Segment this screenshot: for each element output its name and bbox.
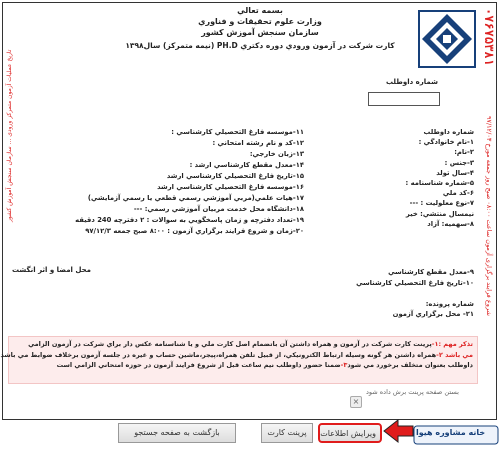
field-row: ۹-معدل مقطع كارشناسي (388, 268, 474, 276)
edit-info-button[interactable]: ويرايش اطلاعات (318, 423, 382, 443)
field-row: ۱۰-تاريخ فارغ التحصيلي كارشناسي (356, 278, 474, 287)
field-row: ۱-نام خانوادگي : (418, 138, 474, 147)
notice-line (13, 339, 473, 350)
right-stripe (482, 4, 496, 414)
cut-line-label: بستن صفحه پرینت برش داده شود (366, 388, 459, 396)
notice-point: ۳- (340, 361, 348, 369)
field-row: ۱۱-موسسه فارغ التحصيلي كارشناسي : (171, 128, 304, 136)
left-stripe-text: تاریخ عملیات آزمون متمرکز ورودی ... سازمان سنجش آموزش کشور (6, 49, 13, 223)
field-row: ۱۷-هيات علمي(مربي آموزشي رسمي قطعي يا رسمي آزمايشي) (87, 194, 304, 202)
notice-line (13, 360, 473, 371)
sanjesh-logo-icon (418, 10, 476, 68)
registration-number-box (368, 92, 440, 106)
field-row: ۲۰-زمان و شروع فرايند برگزاري آزمون : ۸:۰۰ صبح جمعه ۹۷/۱۲/۳ (85, 227, 304, 235)
notice-line (0, 350, 473, 361)
field-row: ۸-سهميه: آزاد (427, 219, 474, 228)
card-serial-number: ۰۷۶۷۵۳۸۱ (482, 8, 496, 66)
notice-point: ۱- (431, 340, 439, 348)
field-row: ۱۳-زبان خارجي: (249, 150, 304, 158)
field-row: ۲۱- محل برگزاري آزمون (392, 310, 474, 318)
notice-text: همراه داشتن هر گونه وسيله ارتباط الكترونيكي، از قبيل تلفن همراه،پيجر،ماشين حساب و غيره در جلسه آزمون برخلاف ضوابط مي باشد (0, 350, 437, 359)
field-row: ۱۴-معدل مقطع كارشناسي ارشد : (189, 161, 304, 169)
important-notice (0, 336, 478, 384)
personal-info-column (304, 127, 474, 229)
education-info-column (75, 127, 304, 237)
hiva-watermark (414, 424, 498, 446)
header-ministry: وزارت علوم تحقيقات و فناوري (198, 17, 322, 26)
field-row: ۱۹-تعداد دفترچه و زمان پاسخگويي به سوالات : ۲ دفترچه 240 دقيقه (75, 216, 304, 224)
notice-title: تذكر مهم : (438, 340, 473, 348)
field-row: شماره داوطلب (423, 128, 474, 136)
registration-number-label: شماره داوطلب (385, 78, 438, 86)
field-row: ۳-جنس : (444, 158, 474, 167)
field-row: ۱۲-كد و نام رشته امتحاني : (212, 139, 304, 147)
field-row: شماره پرونده: (425, 299, 474, 308)
print-card-button[interactable]: پرينت كارت (261, 423, 313, 443)
field-row (254, 288, 474, 299)
signature-area-label: محل امضا و اثر انگشت (12, 266, 91, 274)
notice-text: پرينت كارت شركت در آزمون و همراه داشتن آن باتضمام اصل كارت ملي و يا شناسنامه عكس دار براي شركت در آزمون الزامي (28, 340, 432, 348)
card-header (100, 6, 420, 50)
watermark-text: خانه مشاوره هیوا (416, 428, 486, 437)
field-row: ۲-نام: (454, 148, 474, 157)
exam-start-stripe-text: شروع فرایند برگزاری آزمون ساعت ۰۸:۰۰ صبح روز جمعه مورخ ۹۷/۱۲/۰۳ (485, 116, 493, 316)
left-stripe (4, 6, 16, 266)
field-row: ۱۸-دانشگاه محل خدمت مربيان آموزشي رسمي: --- (133, 205, 304, 213)
notice-point: مي باشد ۲- (436, 350, 473, 359)
header-line-1: بسمه تعالي (237, 6, 283, 15)
header-organization: سازمان سنجش آموزش كشور (201, 28, 319, 37)
notice-text: ضمنا حضور داوطلب نيم ساعت قبل از شروع فرايند آزمون در حوزه امتحاني الزامي است (56, 361, 341, 369)
field-row: ۷-نوع معلوليت : --- (409, 199, 474, 208)
notice-text: داوطلب بعنوان متخلف برخورد مي شود (347, 361, 473, 369)
field-row: ۵-شماره شناسنامه : (405, 178, 474, 187)
back-to-search-button[interactable]: بازگشت به صفحه جستجو (118, 423, 236, 443)
field-row: ۱۵-تاريخ فارغ التحصيلي كارشناسي ارشد (166, 172, 304, 180)
field-row: نيمسال منتشي: خير (405, 209, 474, 218)
field-row: ۶-كد ملي (442, 189, 474, 198)
field-row: ۱۶-موسسه فارغ التحصيلي كارشناسي ارشد (157, 183, 304, 191)
field-row: ۴-سال تولد (436, 168, 474, 177)
card-title: كارت شركت در آزمون ورودي دوره دكتري PH.D (نيمه متمركز) سال۱۳۹۸ (125, 41, 395, 50)
close-icon[interactable]: × (350, 396, 362, 408)
arrow-left-icon (384, 418, 414, 444)
additional-info-column (254, 267, 474, 320)
